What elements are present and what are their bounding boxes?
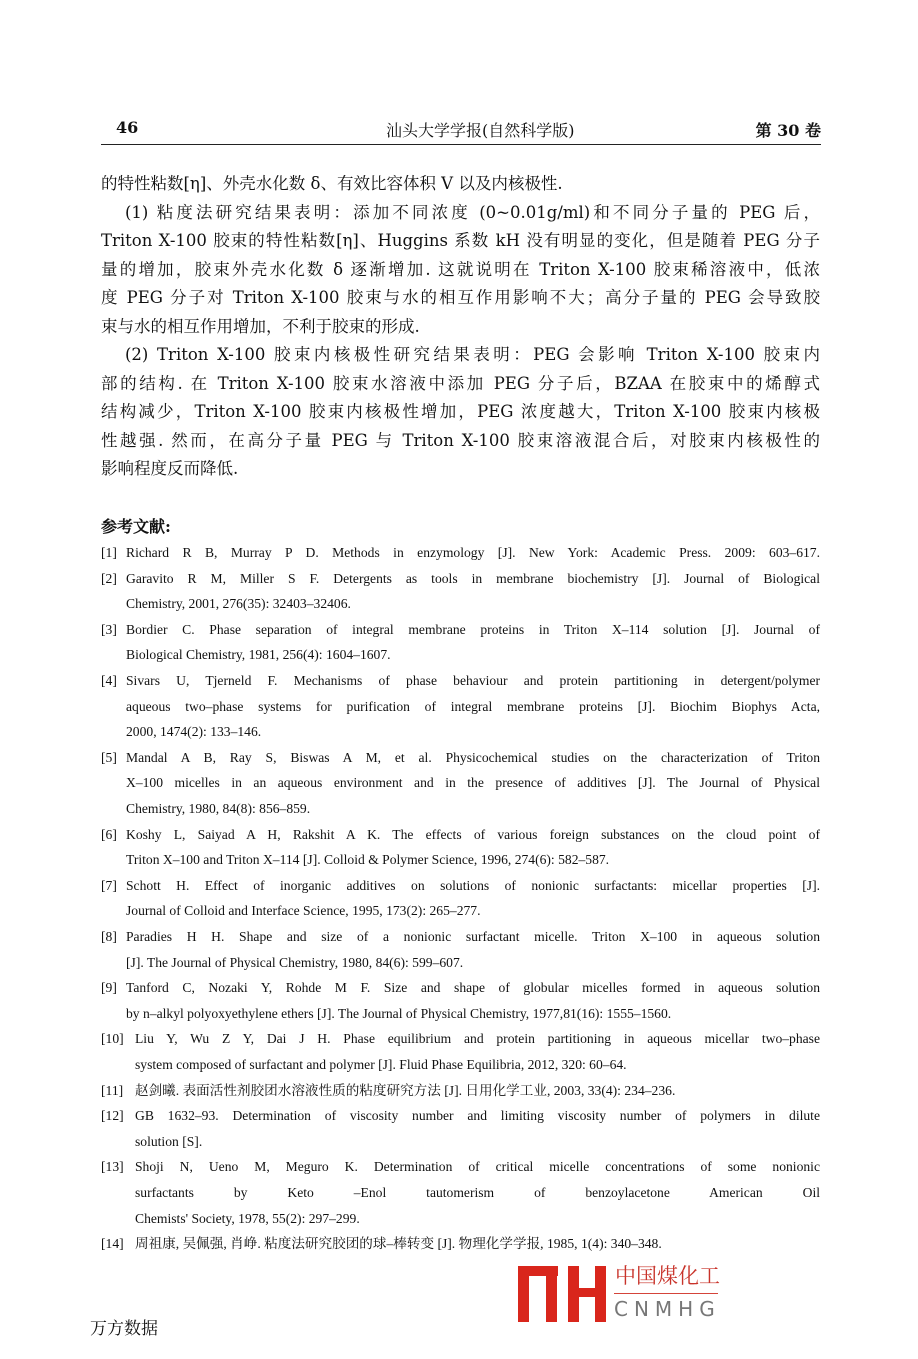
reference-line: Garavito R M, Miller S F. Detergents as tools in membrane biochemistry [J]. Journal of Biological bbox=[126, 570, 820, 586]
reference-line: Sivars U, Tjerneld F. Mechanisms of phase behaviour and protein partitioning in detergent/polymer bbox=[126, 673, 820, 688]
body-line: 束与水的相互作用增加，不利于胶束的形成. bbox=[101, 316, 420, 336]
reference-line: Chemistry, 1980, 84(8): 856–859. bbox=[126, 801, 311, 816]
reference-number: [6] bbox=[101, 826, 117, 842]
body-line: 影响程度反而降低. bbox=[101, 459, 239, 478]
references-heading: 参考文献: bbox=[101, 517, 171, 536]
watermark-rule bbox=[614, 1293, 718, 1294]
reference-line: Richard R B, Murray P D. Methods in enzymology [J]. New York: Academic Press. 2009: 603–617. bbox=[126, 545, 820, 560]
reference-line: Paradies H H. Shape and size of a nonionic surfactant micelle. Triton X–100 in aqueous solution bbox=[126, 929, 820, 944]
body-line: (1) 粘度法研究结果表明：添加不同浓度 (0~0.01g/ml)和不同分子量的 PEG 后， bbox=[125, 202, 820, 222]
reference-line: Bordier C. Phase separation of integral membrane proteins in Triton X–114 solution [J]. Journal of bbox=[126, 621, 820, 637]
watermark-cn: 中国煤化工 bbox=[612, 1262, 723, 1290]
reference-line: [J]. The Journal of Physical Chemistry, 1980, 84(6): 599–607. bbox=[126, 954, 464, 970]
reference-line: 周祖康, 吴佩强, 肖峥. 粘度法研究胶团的球–棒转变 [J]. 物理化学学报, 1985, 1(4): 340–348. bbox=[135, 1236, 662, 1252]
source-footer: 万方数据 bbox=[90, 1319, 158, 1339]
reference-number: [3] bbox=[101, 621, 117, 637]
journal-title: 汕头大学学报(自然科学版) bbox=[386, 121, 575, 140]
reference-line: Chemistry, 2001, 276(35): 32403–32406. bbox=[126, 596, 351, 612]
body-line: Triton X-100 胶束的特性粘数[η]、Huggins 系数 kH 没有明显的变化，但是随着 PEG 分子 bbox=[101, 231, 820, 250]
reference-line: 赵剑曦. 表面活性剂胶团水溶液性质的粘度研究方法 [J]. 日用化学工业, 2003, 33(4): 234–236. bbox=[135, 1082, 676, 1098]
reference-number: [11] bbox=[101, 1082, 124, 1098]
reference-line: Biological Chemistry, 1981, 256(4): 1604–1607. bbox=[126, 647, 391, 663]
reference-number: [10] bbox=[101, 1031, 124, 1047]
reference-line: by n–alkyl polyoxyethylene ethers [J]. The Journal of Physical Chemistry, 1977,81(16): 1555–1560. bbox=[126, 1005, 672, 1021]
reference-number: [12] bbox=[101, 1108, 124, 1124]
watermark-en: CNMHG bbox=[614, 1297, 721, 1321]
reference-line: Triton X–100 and Triton X–114 [J]. Colloid & Polymer Science, 1996, 274(6): 582–587. bbox=[126, 852, 610, 868]
body-line: 量的增加，胶束外壳水化数 δ 逐渐增加. 这就说明在 Triton X-100 胶束稀溶液中，低浓 bbox=[101, 259, 820, 279]
reference-number: [13] bbox=[101, 1159, 124, 1175]
body-line: (2) Triton X-100 胶束内核极性研究结果表明：PEG 会影响 Triton X-100 胶束内 bbox=[125, 345, 820, 364]
reference-line: Schott H. Effect of inorganic additives on solutions of nonionic surfactants: micellar properties [J]. bbox=[126, 877, 820, 893]
reference-line: Mandal A B, Ray S, Biswas A M, et al. Physicochemical studies on the characterization of Triton bbox=[126, 749, 820, 765]
watermark-logo-icon bbox=[516, 1262, 608, 1324]
reference-line: Koshy L, Saiyad A H, Rakshit A K. The effects of various foreign substances on the cloud point of bbox=[126, 826, 820, 842]
reference-line: aqueous two–phase systems for purification of integral membrane proteins [J]. Biochim Biophys Acta, bbox=[126, 698, 820, 714]
reference-line: system composed of surfactant and polymer [J]. Fluid Phase Equilibria, 2012, 320: 60–64. bbox=[135, 1057, 627, 1072]
reference-number: [8] bbox=[101, 929, 117, 944]
volume-label: 第 30 卷 bbox=[755, 121, 821, 140]
reference-number: [4] bbox=[101, 673, 117, 688]
reference-line: surfactants by Keto –Enol tautomerism of benzoylacetone American Oil bbox=[135, 1185, 820, 1200]
header-rule bbox=[101, 144, 821, 145]
reference-line: GB 1632–93. Determination of viscosity number and limiting viscosity number of polymers in dilute bbox=[135, 1108, 820, 1124]
body-line: 度 PEG 分子对 Triton X-100 胶束与水的相互作用影响不大；高分子量的 PEG 会导致胶 bbox=[101, 288, 820, 307]
reference-line: solution [S]. bbox=[135, 1133, 203, 1149]
body-line: 性越强. 然而，在高分子量 PEG 与 Triton X-100 胶束溶液混合后，对胶束内核极性的 bbox=[101, 430, 820, 450]
reference-line: 2000, 1474(2): 133–146. bbox=[126, 724, 262, 740]
reference-line: Shoji N, Ueno M, Meguro K. Determination of critical micelle concentrations of some nonionic bbox=[135, 1159, 820, 1175]
reference-number: [2] bbox=[101, 570, 117, 586]
body-line: 部的结构. 在 Triton X-100 胶束水溶液中添加 PEG 分子后，BZAA 在胶束中的烯醇式 bbox=[101, 373, 820, 393]
reference-number: [9] bbox=[101, 980, 117, 996]
reference-number: [7] bbox=[101, 877, 117, 893]
reference-line: Chemists' Society, 1978, 55(2): 297–299. bbox=[135, 1210, 360, 1226]
reference-line: Journal of Colloid and Interface Science, 1995, 173(2): 265–277. bbox=[126, 903, 481, 919]
watermark bbox=[516, 1262, 726, 1324]
reference-number: [1] bbox=[101, 545, 117, 560]
reference-number: [5] bbox=[101, 749, 117, 765]
reference-line: Tanford C, Nozaki Y, Rohde M F. Size and shape of globular micelles formed in aqueous solution bbox=[126, 980, 820, 996]
body-line: 结构减少，Triton X-100 胶束内核极性增加，PEG 浓度越大，Triton X-100 胶束内核极 bbox=[101, 402, 820, 421]
reference-line: Liu Y, Wu Z Y, Dai J H. Phase equilibrium and protein partitioning in aqueous micellar two–phase bbox=[135, 1031, 820, 1047]
reference-number: [14] bbox=[101, 1236, 124, 1252]
reference-line: X–100 micelles in an aqueous environment and in the presence of additives [J]. The Journal of Physical bbox=[126, 775, 820, 791]
body-line: 的特性粘数[η]、外壳水化数 δ、有效比容体积 V 以及内核极性. bbox=[101, 174, 563, 193]
page-number: 46 bbox=[116, 118, 139, 137]
